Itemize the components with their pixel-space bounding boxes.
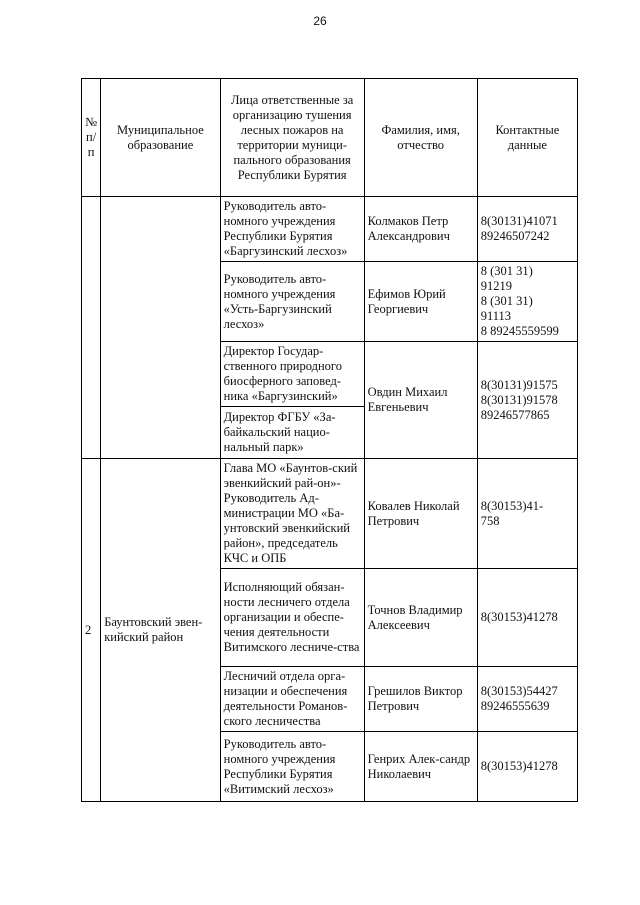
contact-line: 8(30153)54427 xyxy=(480,684,558,698)
responsible-cell: Лесничий отдела орга-низации и обеспечения деятельности Романов-ского лесничества xyxy=(220,667,364,732)
contact-line: 8 89245559599 xyxy=(480,324,559,338)
contact-line: 8 (301 31) xyxy=(480,294,533,308)
contact-line: 8(30153)41278 xyxy=(480,759,558,773)
table-row xyxy=(82,197,578,262)
responsible-cell: Руководитель авто-номного учреждения Республики Бурятия «Витимский лесхоз» xyxy=(220,732,364,802)
municipality-cell: Баунтовский эвен-кийский район xyxy=(101,459,220,802)
contact-line: 91219 xyxy=(480,279,512,293)
contacts-cell xyxy=(477,197,577,262)
contacts-cell xyxy=(477,667,577,732)
name-cell: Овдин Михаил Евгеньевич xyxy=(364,342,477,459)
header-municipality: Муниципальное образование xyxy=(101,79,220,197)
header-responsible: Лица ответственные за организацию тушения лесных пожаров на территории муници-пального образования Республики Бурятия xyxy=(220,79,364,197)
table-header-row xyxy=(82,79,578,197)
name-cell: Точнов Владимир Алексеевич xyxy=(364,569,477,667)
page-number: 26 xyxy=(313,14,327,28)
contact-line: 8(30131)91578 xyxy=(480,392,558,407)
name-cell: Генрих Алек-сандр Николаевич xyxy=(364,732,477,802)
number-cell: 2 xyxy=(82,459,101,802)
contact-line: 8(30153)41278 xyxy=(480,610,558,624)
name-cell: Грешилов Виктор Петрович xyxy=(364,667,477,732)
contact-line: 8(30131)91575 xyxy=(480,377,558,392)
name-cell: Ковалев Николай Петрович xyxy=(364,459,477,569)
responsible-cell: Исполняющий обязан-ности лесничего отдела организации и обеспе-чения деятельности Витимского лесниче-ства xyxy=(220,569,364,667)
responsible-cell: Директор Государ-ственного природного биосферного заповед-ника «Баргузинский» xyxy=(220,342,364,407)
contact-line: 89246507242 xyxy=(480,229,550,243)
responsible-persons-table xyxy=(81,78,578,802)
table-row xyxy=(82,459,578,569)
header-contacts: Контактные данные xyxy=(477,79,577,197)
number-cell-empty xyxy=(82,197,101,459)
contacts-cell xyxy=(477,262,577,342)
contact-line: 8(30131)41071 xyxy=(480,214,558,228)
name-cell: Ефимов Юрий Георгиевич xyxy=(364,262,477,342)
contacts-cell xyxy=(477,569,577,667)
contact-line: 89246577865 xyxy=(480,407,550,422)
responsible-cell: Директор ФГБУ «За-байкальский нацио-нальный парк» xyxy=(220,407,364,459)
responsible-cell: Глава МО «Баунтов-ский эвенкийский рай-он»- Руководитель Ад-министрации МО «Ба-унтовский эвенкийский район», председатель КЧС и ОПБ xyxy=(220,459,364,569)
header-number: № п/п xyxy=(82,79,101,197)
name-cell: Колмаков Петр Александрович xyxy=(364,197,477,262)
municipality-cell-empty xyxy=(101,197,220,459)
contact-line: 758 xyxy=(480,513,500,528)
contact-line: 8 (301 31) xyxy=(480,264,533,278)
contacts-cell xyxy=(477,342,577,459)
contacts-cell xyxy=(477,459,577,569)
header-name: Фамилия, имя, отчество xyxy=(364,79,477,197)
contact-line: 89246555639 xyxy=(480,699,550,713)
contact-line: 91113 xyxy=(480,309,512,323)
contacts-cell xyxy=(477,732,577,802)
responsible-cell: Руководитель авто-номного учреждения Республики Бурятия «Баргузинский лесхоз» xyxy=(220,197,364,262)
responsible-cell: Руководитель авто-номного учреждения «Усть-Баргузинский лесхоз» xyxy=(220,262,364,342)
contact-line: 8(30153)41- xyxy=(480,498,544,513)
